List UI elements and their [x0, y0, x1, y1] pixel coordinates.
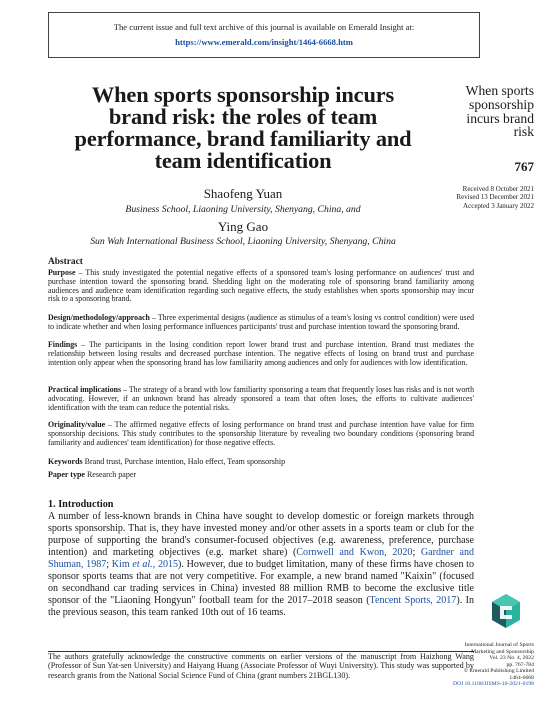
abstract-label: Design/methodology/approach — [48, 313, 150, 322]
journal-info-line: 1464-6668 — [509, 674, 534, 681]
author-affiliation: Business School, Liaoning University, Shenyang, China, and — [125, 204, 361, 215]
running-head-line: risk — [513, 124, 534, 140]
date-accepted: Accepted 3 January 2022 — [463, 201, 534, 210]
abstract-text: – This study investigated the potential negative effects of a sponsored team's losing performance on audiences' trust and purchase intention toward the sponsoring brand. Shedding light on the moderating role of sponsoring brand familiarity among audiences and audience team identification regarding such negative effects, the study establishes when sports sponsorship may incur risk to a sponsoring brand. — [48, 268, 474, 304]
abstract-text: – The participants in the losing condition report lower brand trust and purchase intention. Brand trust mediates the relationship between losing results and decreased purchase intention. The negative effects of losing on brand trust and purchase intention only appear when the sponsoring brand has low familiarity among audiences and only for audiences with low identification. — [48, 340, 474, 367]
author-name: Ying Gao — [217, 219, 269, 234]
date-revised: Revised 13 December 2021 — [456, 193, 534, 202]
article-title — [28, 84, 458, 172]
intro-text: ). In the previous season, this team ranked 10th out of 16 teams. — [48, 594, 474, 618]
citation-link[interactable] — [112, 559, 178, 570]
page-number: 767 — [514, 159, 534, 174]
paper-type-label: Paper type — [48, 470, 85, 479]
running-head — [440, 84, 534, 139]
citation-author: Kim — [111, 558, 133, 570]
title-line: When sports sponsorship incurs — [91, 82, 395, 107]
journal-notice-box — [48, 12, 480, 58]
citation-etal: et al. — [132, 558, 153, 570]
abstract-text: – The affirmed negative effects of losing performance on brand trust and purchase intention have value for firm sponsorship decisions. This study contributes to the sponsorship literature by revealing two boundary conditions (sponsoring brand familiarity and audiences' team identification) for those negative effects. — [48, 420, 474, 447]
acknowledgement-footnote: The authors gratefully acknowledge the constructive comments on earlier versions of the manuscript from Haizhong Wang (Professor of Sun Yat-sen University) and Haiyang Huang (Associate Professor of Wuyi University). This study was supported by research grants from the National Social Science Fund of China (grant numbers 21BGL130). — [48, 652, 474, 680]
paper-type-text: Research paper — [84, 470, 137, 479]
intro-text: ; — [412, 546, 421, 558]
journal-info-line: pp. 767-784 — [506, 661, 534, 668]
introduction-heading: 1. Introduction — [48, 499, 114, 510]
journal-info-line: International Journal of Sports — [464, 642, 534, 648]
abstract-implications — [48, 386, 474, 412]
citation-link[interactable]: Cornwell and Kwon, 2020 — [296, 546, 413, 558]
abstract-label: Purpose — [48, 268, 76, 277]
title-line: team identification — [154, 148, 332, 173]
intro-text: ; — [106, 558, 112, 570]
journal-info-line: Marketing and Sponsorship — [471, 648, 534, 655]
abstract-text: – Three experimental designs (audience as stimulus of a team's losing vs control condition) were used to indicate whether and when losing performance influences participants' trust and purchase intention toward the sponsoring brand. — [48, 313, 474, 331]
keywords-label: Keywords — [48, 457, 83, 466]
abstract-label: Originality/value — [48, 420, 106, 429]
keywords — [48, 457, 285, 466]
date-received: Received 8 October 2021 — [462, 185, 534, 193]
abstract-findings — [48, 341, 474, 367]
doi-link[interactable]: DOI 10.1108/IJSMS-10-2021-0198 — [453, 681, 534, 687]
intro-text: ). However, due to budget limitation, many of these firms have chosen to sponsor sports teams that are not very competitive. For example, a new brand named "Kaixin" (focused on secondhand car trading services in China) invested 88 million RMB to become the exclusive title sponsor of the "Liaoning Hongyun" football team for the 2017–2018 season ( — [48, 558, 475, 606]
keywords-text: Brand trust, Purchase intention, Halo effect, Team sponsorship — [82, 457, 286, 466]
journal-info-line: Vol. 23 No. 4, 2022 — [489, 655, 534, 661]
running-head-line: When sports — [465, 83, 534, 98]
paper-type — [48, 470, 136, 479]
abstract-label: Findings — [48, 340, 78, 349]
running-head-line: incurs brand — [466, 110, 534, 126]
author-affiliation: Sun Wah International Business School, Liaoning University, Shenyang, China — [90, 236, 396, 247]
intro-text: A number of less-known brands in China have sought to develop domestic or foreign markets through sports sponsorship. That is, they have invested money and/or other assets in a sports team or club for the purpose of supporting the brand's consumer-focused objectives (e.g. awareness, preference, purchase intention) and marketing objectives (e.g. market share) ( — [48, 511, 474, 558]
title-line: brand risk: the roles of team — [108, 104, 378, 129]
citation-link[interactable]: Gardner and Shuman, 1987 — [48, 546, 474, 570]
journal-url-link[interactable]: https://www.emerald.com/insight/1464-6668.htm — [175, 37, 353, 47]
journal-info — [430, 642, 534, 688]
abstract-text: – The strategy of a brand with low familiarity sponsoring a team that frequently loses has risks and is not worth advocating. However, if an unknown brand has already sponsored a team that often loses, the efforts to cultivate audiences' identification with the team can reduce the potential risks. — [48, 385, 474, 412]
citation-link[interactable]: Tencent Sports, 2017 — [369, 594, 457, 606]
abstract-purpose — [48, 269, 474, 304]
abstract-label: Practical implications — [48, 385, 122, 394]
journal-notice-text: The current issue and full text archive of this journal is available on Emerald Insight at: — [113, 22, 415, 32]
running-head-line: sponsorship — [469, 96, 534, 112]
abstract-originality — [48, 421, 474, 447]
journal-info-line: © Emerald Publishing Limited — [463, 668, 534, 674]
crossref-check-logo-icon[interactable] — [491, 594, 521, 633]
author-name: Shaofeng Yuan — [203, 186, 283, 201]
introduction-paragraph — [48, 511, 474, 619]
title-line: performance, brand familiarity and — [74, 126, 412, 151]
abstract-design — [48, 314, 474, 332]
citation-year: , 2015 — [152, 558, 179, 570]
abstract-heading: Abstract — [48, 257, 83, 267]
